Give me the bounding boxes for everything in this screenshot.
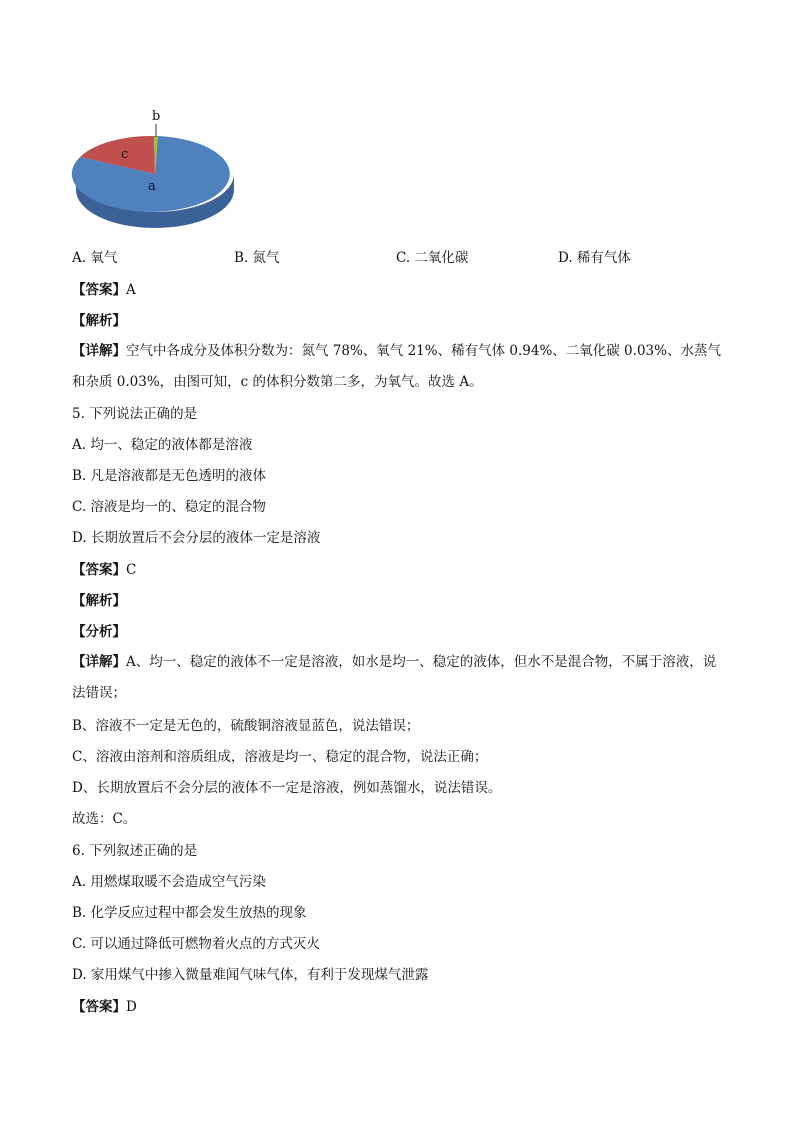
detail-text: A、均一、稳定的液体不一定是溶液，如水是均一、稳定的液体，但水不是混合物，不属于溶液，说法错误；	[72, 654, 717, 701]
q6-option-a: A. 用燃煤取暖不会造成空气污染	[72, 874, 266, 890]
q5-detail-b: B、溶液不一定是无色的，硫酸铜溶液显蓝色，说法错误；	[72, 718, 420, 734]
q5-option-c: C. 溶液是均一的、稳定的混合物	[72, 499, 266, 515]
pie-label-a: a	[148, 179, 156, 194]
q5-option-d: D. 长期放置后不会分层的液体一定是溶液	[72, 530, 321, 546]
analysis-tag: 【解析】	[72, 593, 126, 609]
q5-fenxi	[72, 622, 126, 642]
detail-tag: 【详解】	[72, 654, 126, 670]
q6-option-c: C. 可以通过降低可燃物着火点的方式灭火	[72, 936, 320, 952]
pie-chart	[70, 104, 245, 234]
q5-option-b: B. 凡是溶液都是无色透明的液体	[72, 468, 267, 484]
q4-option-b: B. 氮气	[234, 250, 280, 266]
q5-answer	[72, 560, 136, 580]
answer-tag: 【答案】	[72, 999, 126, 1015]
q6-option-d: D. 家用煤气中掺入微量难闻气味气体，有利于发现煤气泄露	[72, 967, 429, 983]
answer-value: D	[126, 999, 137, 1015]
q4-option-d: D. 稀有气体	[558, 250, 631, 266]
q4-option-a: A. 氧气	[72, 250, 118, 266]
q5-detail-c: C、溶液由溶剂和溶质组成，溶液是均一、稳定的混合物，说法正确；	[72, 749, 488, 765]
detail-text: 空气中各成分及体积分数为：氮气 78%、氧气 21%、稀有气体 0.94%、二氧化碳 0.03%、水蒸气和杂质 0.03%，由图可知，c 的体积分数第二多，为氧气。故选 A。	[72, 343, 721, 390]
answer-tag: 【答案】	[72, 282, 126, 298]
q6-answer	[72, 997, 137, 1017]
answer-tag: 【答案】	[72, 562, 126, 578]
q4-option-c: C. 二氧化碳	[396, 250, 469, 266]
pie-label-b: b	[152, 109, 161, 124]
fenxi-tag: 【分析】	[72, 624, 126, 640]
answer-value: C	[126, 562, 137, 578]
q5-stem: 5. 下列说法正确的是	[72, 406, 198, 422]
detail-tag: 【详解】	[72, 343, 126, 359]
analysis-tag: 【解析】	[72, 313, 126, 329]
pie-chart-svg	[70, 104, 245, 234]
q5-conclusion: 故选：C。	[72, 811, 137, 827]
q4-answer	[72, 280, 136, 300]
q6-option-b: B. 化学反应过程中都会发生放热的现象	[72, 905, 307, 921]
q5-analysis	[72, 591, 126, 611]
q5-option-a: A. 均一、稳定的液体都是溶液	[72, 437, 253, 453]
q4-analysis	[72, 311, 126, 331]
q5-detail-a	[72, 647, 724, 709]
answer-value: A	[126, 282, 136, 298]
q4-detail	[72, 336, 724, 398]
q5-detail-d: D、长期放置后不会分层的液体不一定是溶液，例如蒸馏水，说法错误。	[72, 780, 502, 796]
q6-stem: 6. 下列叙述正确的是	[72, 843, 198, 859]
pie-label-c: c	[121, 147, 129, 162]
